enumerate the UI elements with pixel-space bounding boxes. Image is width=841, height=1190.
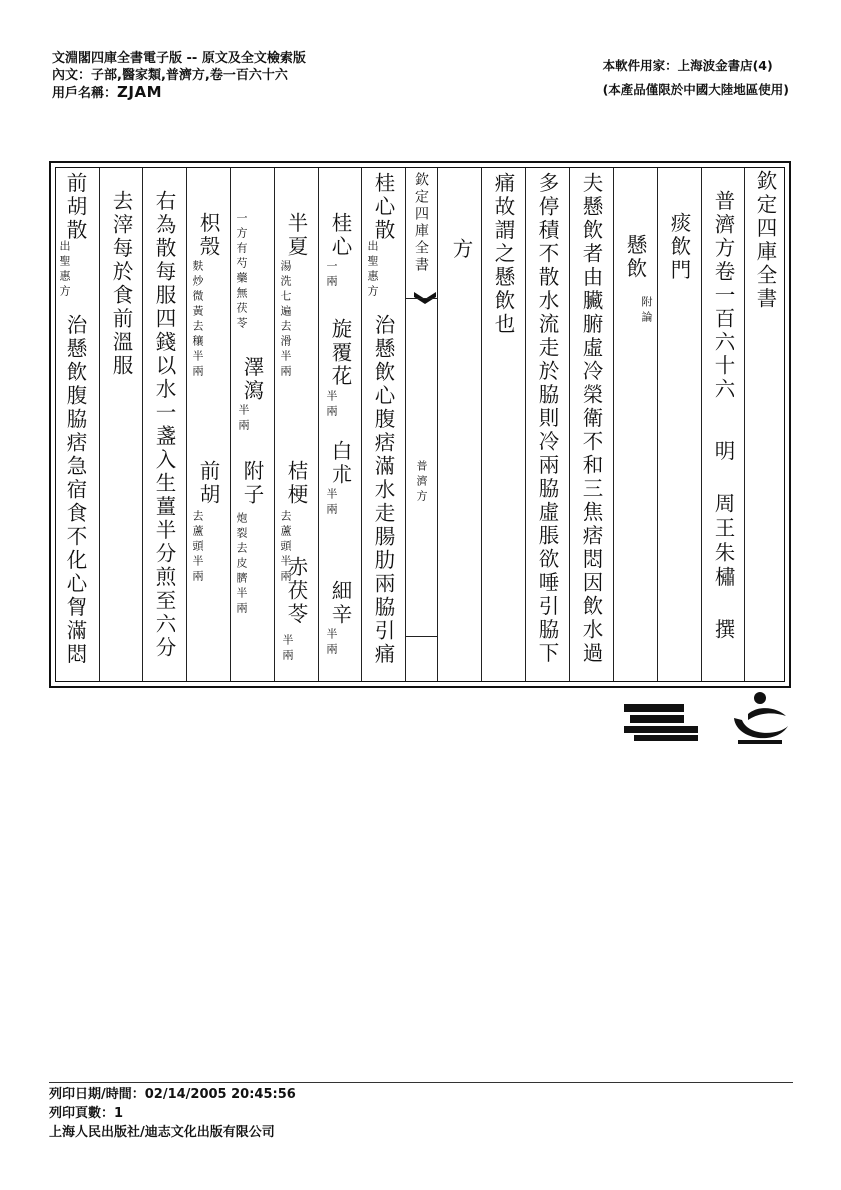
f2-source: 出聖惠方 [58,240,71,300]
header-user [52,84,306,102]
h4-b-note: 去蘆頭半兩 [191,510,204,585]
section-title: 痰飲門 [667,212,691,283]
column-volume [701,168,745,681]
header-left [52,50,306,102]
h1-a: 桂心 [328,212,352,259]
h1-b: 旋覆花 [328,318,352,389]
column-right-title [744,168,787,681]
instr-1: 右為散每服四錢以水一盞入生薑半分煎至六分 [152,190,176,660]
publisher: 上海人民出版社/迪志文化出版有限公司 [49,1125,275,1140]
column-instr-2 [99,168,143,681]
h1-c: 白朮 [328,440,352,487]
page-frame [49,161,791,688]
h3-c: 附子 [240,460,264,507]
text-col-3: 痛故謂之懸飲也 [491,172,515,337]
footer [49,1082,793,1142]
publisher-logo-bars [624,704,698,742]
h4-a-note: 麩炒微黃去穰半兩 [191,260,204,380]
column-center [405,168,438,681]
h2-b: 桔梗 [284,460,308,507]
h1-a-note: 一兩 [325,260,338,290]
instr-2: 去滓每於食前溫服 [109,190,133,378]
h2-b-note: 去蘆頭半兩 [279,510,292,585]
column-fang [437,168,482,681]
h3-c-note: 炮裂去皮臍半兩 [235,512,248,617]
user-name: ZJAM [117,83,163,101]
f2-name: 前胡散 [63,172,87,243]
center-title: 欽定四庫全書 [413,172,429,274]
center-sub: 普濟方 [415,460,428,505]
f1-name: 桂心散 [371,172,395,243]
column-section [657,168,702,681]
author-line: 明 周王朱橚 撰 [711,440,735,643]
volume-line: 普濟方卷一百六十六 [711,190,735,402]
h1-d: 細辛 [328,580,352,627]
publisher-logo-emblem [726,690,794,748]
right-title: 欽定四庫全書 [753,170,777,311]
h1-b-note: 半兩 [325,390,338,420]
page-inner [55,167,785,682]
h3-a-note: 一方有芍藥無茯苓 [235,212,248,332]
h2-a-note: 湯洗七遍去滑半兩 [279,260,292,380]
header-title: 文淵閣四庫全書電子版 -- 原文及全文檢索版 [52,51,306,66]
column-text-3 [481,168,526,681]
column-text-2 [525,168,570,681]
header-right [603,54,789,102]
h2-c: 赤茯苓 [284,556,308,627]
header-content: 內文：子部,醫家類,普濟方,卷一百六十六 [52,68,288,83]
fang-label: 方 [449,238,473,262]
text-col-1: 夫懸飲者由臟腑虛冷榮衛不和三焦痞悶因飲水過 [579,172,603,666]
h2-c-note: 半兩 [281,634,294,664]
column-text-1 [569,168,614,681]
print-pages: 列印頁數：1 [49,1106,124,1121]
h3-b-note: 半兩 [237,404,250,434]
column-h4 [186,168,231,681]
print-date: 列印日期/時間：02/14/2005 20:45:56 [49,1087,296,1102]
h1-d-note: 半兩 [325,628,338,658]
column-subsection [613,168,658,681]
h2-a: 半夏 [284,212,308,259]
subsection: 懸飲 [623,234,647,281]
column-h2 [274,168,319,681]
column-f1 [361,168,406,681]
user-label: 用戶名稱： [52,86,118,101]
text-col-2: 多停積不散水流走於脇則冷兩脇虛脹欲唾引脇下 [535,172,559,666]
h1-c-note: 半兩 [325,488,338,518]
f1-text: 治懸飲心腹痞滿水走腸肋兩脇引痛 [371,314,395,667]
column-h3 [230,168,275,681]
subsection-note: 附論 [640,296,653,326]
column-f2 [56,168,99,681]
column-h1 [318,168,362,681]
f2-text: 治懸飲腹脇痞急宿食不化心胷滿悶 [63,314,87,667]
f1-source: 出聖惠方 [366,240,379,300]
column-instr-1 [142,168,187,681]
licensee: 本軟件用家：上海波金書店(4) [602,58,773,73]
h4-a: 枳殼 [196,212,220,259]
h4-b: 前胡 [196,460,220,507]
h3-b: 澤瀉 [240,356,264,403]
region-notice: (本產品僅限於中國大陸地區使用) [602,82,789,97]
